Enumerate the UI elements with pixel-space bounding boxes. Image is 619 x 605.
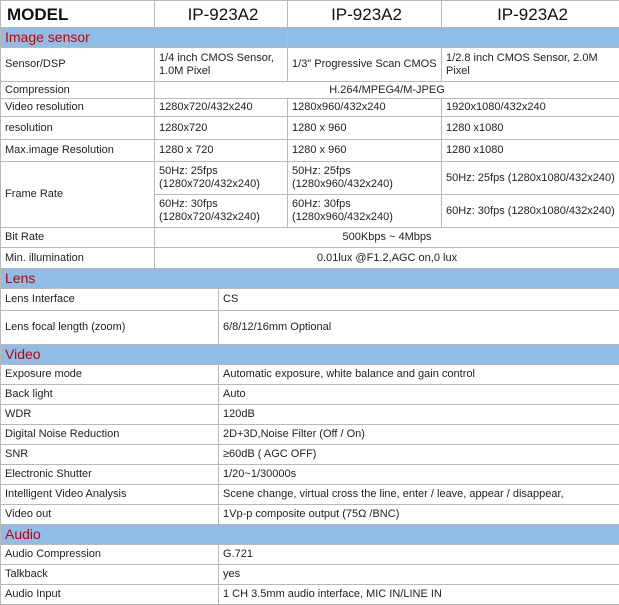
min-illumination-value: 0.01lux @F1.2,AGC on,0 lux	[155, 248, 619, 269]
dnr-label: Digital Noise Reduction	[1, 425, 219, 445]
video-resolution-value-2: 1280x960/432x240	[288, 99, 442, 117]
sensor-value-2: 1/3" Progressive Scan CMOS	[288, 48, 442, 82]
frame-rate-50hz-1: 50Hz: 25fps (1280x720/432x240)	[155, 162, 288, 195]
compression-row	[1, 82, 619, 99]
frame-rate-60hz-1: 60Hz: 30fps (1280x720/432x240)	[155, 195, 288, 228]
section-title: Image sensor	[1, 28, 288, 48]
lens-focal-value: 6/8/12/16mm Optional	[219, 311, 619, 345]
iva-value: Scene change, virtual cross the line, enter / leave, appear / disappear,	[219, 485, 619, 505]
video-resolution-label: Video resolution	[1, 99, 155, 117]
resolution-label: resolution	[1, 117, 155, 140]
lens-focal-label: Lens focal length (zoom)	[1, 311, 219, 345]
section-lens	[1, 269, 619, 289]
video-out-row	[1, 505, 619, 525]
talkback-value: yes	[219, 565, 619, 585]
min-illumination-label: Min. illumination	[1, 248, 155, 269]
lens-focal-row	[1, 311, 619, 345]
bit-rate-row	[1, 228, 619, 248]
frame-rate-row-1	[1, 162, 619, 195]
audio-input-label: Audio Input	[1, 585, 219, 605]
talkback-label: Talkback	[1, 565, 219, 585]
audio-input-value: 1 CH 3.5mm audio interface, MIC IN/LINE IN	[219, 585, 619, 605]
model-value-3: IP-923A2	[442, 1, 619, 28]
dnr-row	[1, 425, 619, 445]
snr-row	[1, 445, 619, 465]
lens-interface-value: CS	[219, 289, 619, 311]
video-out-value: 1Vp-p composite output (75Ω /BNC)	[219, 505, 619, 525]
shutter-label: Electronic Shutter	[1, 465, 219, 485]
resolution-row	[1, 117, 619, 140]
bit-rate-value: 500Kbps ~ 4Mbps	[155, 228, 619, 248]
video-resolution-row	[1, 99, 619, 117]
section-audio	[1, 525, 619, 545]
frame-rate-50hz-3: 50Hz: 25fps (1280x1080/432x240)	[442, 162, 619, 195]
audio-compression-label: Audio Compression	[1, 545, 219, 565]
section-title: Video	[1, 345, 619, 365]
compression-label: Compression	[1, 82, 155, 99]
resolution-value-2: 1280 x 960	[288, 117, 442, 140]
back-light-label: Back light	[1, 385, 219, 405]
section-filler	[288, 28, 619, 48]
model-row	[1, 1, 619, 28]
frame-rate-label: Frame Rate	[1, 162, 155, 228]
max-resolution-label: Max.image Resolution	[1, 140, 155, 162]
model-label: MODEL	[1, 1, 155, 28]
resolution-value-1: 1280x720	[155, 117, 288, 140]
exposure-row	[1, 365, 619, 385]
sensor-label: Sensor/DSP	[1, 48, 155, 82]
lens-interface-row	[1, 289, 619, 311]
snr-value: ≥60dB ( AGC OFF)	[219, 445, 619, 465]
max-resolution-value-1: 1280 x 720	[155, 140, 288, 162]
resolution-value-3: 1280 x1080	[442, 117, 619, 140]
min-illumination-row	[1, 248, 619, 269]
sensor-value-3: 1/2.8 inch CMOS Sensor, 2.0M Pixel	[442, 48, 619, 82]
max-resolution-value-3: 1280 x1080	[442, 140, 619, 162]
lens-interface-label: Lens Interface	[1, 289, 219, 311]
snr-label: SNR	[1, 445, 219, 465]
compression-value: H.264/MPEG4/M-JPEG	[155, 82, 619, 99]
iva-row	[1, 485, 619, 505]
shutter-row	[1, 465, 619, 485]
section-image-sensor	[1, 28, 619, 48]
audio-input-row	[1, 585, 619, 605]
exposure-label: Exposure mode	[1, 365, 219, 385]
max-resolution-value-2: 1280 x 960	[288, 140, 442, 162]
shutter-value: 1/20~1/30000s	[219, 465, 619, 485]
sensor-row	[1, 48, 619, 82]
dnr-value: 2D+3D,Noise Filter (Off / On)	[219, 425, 619, 445]
frame-rate-60hz-2: 60Hz: 30fps (1280x960/432x240)	[288, 195, 442, 228]
wdr-row	[1, 405, 619, 425]
video-resolution-value-1: 1280x720/432x240	[155, 99, 288, 117]
audio-compression-row	[1, 545, 619, 565]
sensor-value-1: 1/4 inch CMOS Sensor, 1.0M Pixel	[155, 48, 288, 82]
audio-compression-value: G.721	[219, 545, 619, 565]
frame-rate-50hz-2: 50Hz: 25fps (1280x960/432x240)	[288, 162, 442, 195]
section-video	[1, 345, 619, 365]
wdr-label: WDR	[1, 405, 219, 425]
frame-rate-60hz-3: 60Hz: 30fps (1280x1080/432x240)	[442, 195, 619, 228]
section-title: Audio	[1, 525, 619, 545]
model-value-2: IP-923A2	[288, 1, 442, 28]
exposure-value: Automatic exposure, white balance and gain control	[219, 365, 619, 385]
back-light-row	[1, 385, 619, 405]
model-value-1: IP-923A2	[155, 1, 288, 28]
iva-label: Intelligent Video Analysis	[1, 485, 219, 505]
video-out-label: Video out	[1, 505, 219, 525]
bit-rate-label: Bit Rate	[1, 228, 155, 248]
talkback-row	[1, 565, 619, 585]
max-resolution-row	[1, 140, 619, 162]
wdr-value: 120dB	[219, 405, 619, 425]
back-light-value: Auto	[219, 385, 619, 405]
video-resolution-value-3: 1920x1080/432x240	[442, 99, 619, 117]
section-title: Lens	[1, 269, 619, 289]
